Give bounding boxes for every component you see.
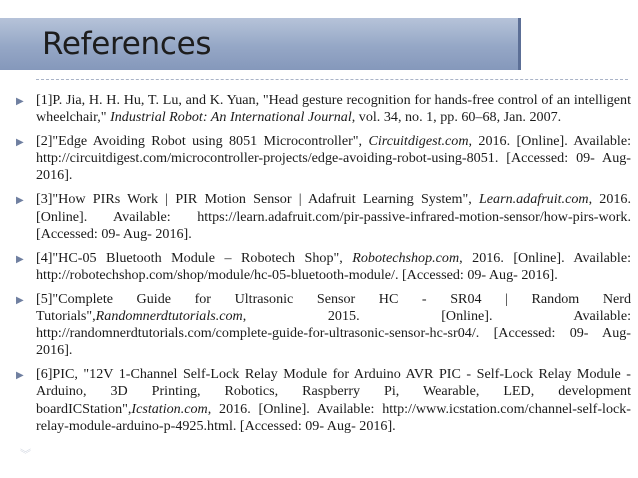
reference-item [0,250,638,284]
reference-text: [1]P. Jia, H. H. Hu, T. Lu, and K. Yuan, "Head gesture recognition for hands-free control of an intelligent wheelchair," Industrial Robot: An International Journal, vol. 34, no. 1, pp. 60–68, Jan. 2007. [36,92,631,126]
page-title: References [42,26,212,62]
reference-list [0,92,638,442]
reference-text: [2]"Edge Avoiding Robot using 8051 Microcontroller", Circuitdigest.com, 2016. [Online]. Available: http://circuitdigest.com/microcontroller-projects/edge-avoiding-robot-using-8051. [Accessed: 09- Aug- 2016]. [36,133,631,184]
triangle-right-icon: ▶ [16,370,24,382]
triangle-right-icon: ▶ [16,253,24,265]
triangle-right-icon: ▶ [16,294,24,306]
reference-item [0,366,638,434]
triangle-right-icon: ▶ [16,96,24,107]
reference-text: [6]PIC, "12V 1-Channel Self-Lock Relay Module for Arduino AVR PIC - Self-Lock Relay Module - Arduino, 3D Printing, Robotics, Raspberry Pi, Wearable, LED, development boardICStation",Icstation.com, 2016. [Online]. Available: http://www.icstation.com/channel-self-lock-relay-module-arduino-p-4925.html. [Accessed: 09- Aug- 2016]. [36,366,631,434]
reference-item [0,133,638,184]
triangle-right-icon: ▶ [16,195,24,207]
reference-item [0,92,638,126]
reference-text: [5]"Complete Guide for Ultrasonic Sensor HC - SR04 | Random Nerd Tutorials",Randomnerdtutorials.com, 2015. [Online]. Available: http://randomnerdtutorials.com/complete-guide-for-ultrasonic-sensor-hc-sr04/. [Accessed: 09- Aug- 2016]. [36,290,631,359]
title-divider [36,79,628,80]
reference-text: [4]"HC-05 Bluetooth Module – Robotech Shop", Robotechshop.com, 2016. [Online]. Available: http://robotechshop.com/shop/module/hc-05-bluetooth-module/. [Accessed: 09- Aug- 2016]. [36,249,632,283]
triangle-right-icon: ▶ [16,137,24,149]
chevron-down-icon: ︾ [20,448,30,461]
reference-item [0,291,638,359]
reference-item [0,191,638,242]
reference-text: [3]"How PIRs Work | PIR Motion Sensor | Adafruit Learning System", Learn.adafruit.com, 2016. [Online]. Available: https://learn.adafruit.com/pir-passive-infrared-motion-sensor/how-pirs-work. [Accessed: 09- Aug- 2016]. [36,191,631,242]
